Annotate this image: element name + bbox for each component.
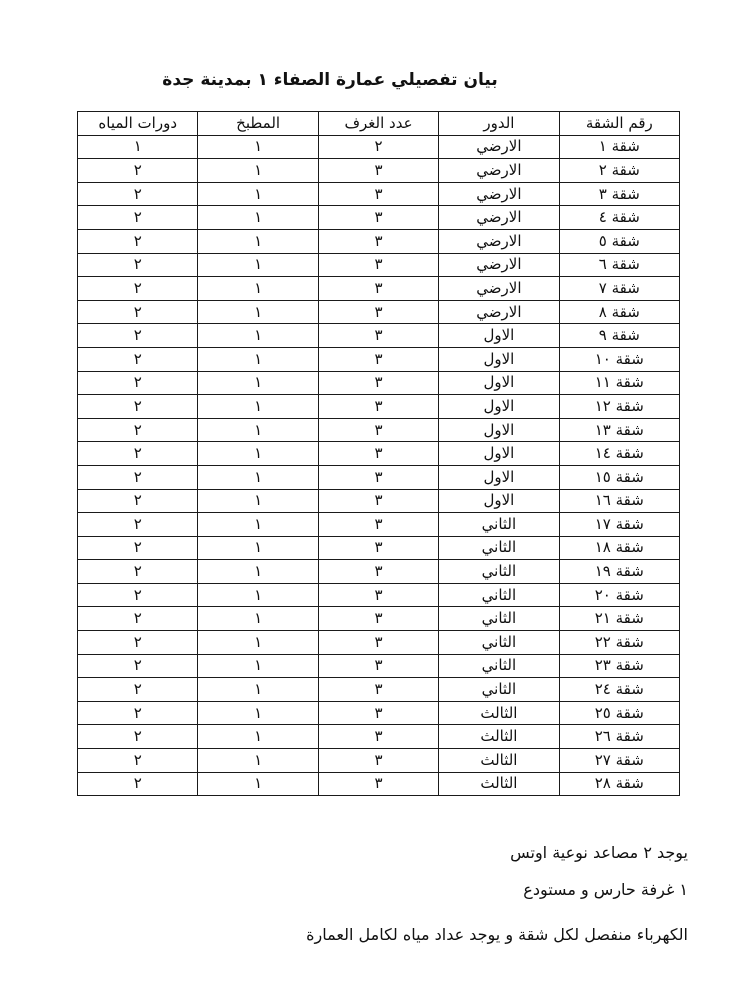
cell-apartment-number: شقة ٢٥: [559, 701, 679, 725]
cell-apartment-number: شقة ٢١: [559, 607, 679, 631]
table-row: [78, 442, 680, 466]
cell-kitchen: ١: [198, 135, 318, 159]
cell-apartment-number: شقة ٢٠: [559, 583, 679, 607]
table-row: [78, 253, 680, 277]
cell-kitchen: ١: [198, 442, 318, 466]
table-row: [78, 654, 680, 678]
cell-rooms-count: ٣: [318, 701, 438, 725]
table-row: [78, 772, 680, 796]
cell-kitchen: ١: [198, 749, 318, 773]
cell-bathrooms: ٢: [78, 749, 198, 773]
cell-kitchen: ١: [198, 560, 318, 584]
cell-rooms-count: ٣: [318, 442, 438, 466]
cell-floor: الثالث: [439, 749, 559, 773]
cell-floor: الثالث: [439, 725, 559, 749]
cell-bathrooms: ٢: [78, 536, 198, 560]
cell-bathrooms: ٢: [78, 583, 198, 607]
cell-bathrooms: ٢: [78, 347, 198, 371]
cell-bathrooms: ٢: [78, 182, 198, 206]
table-row: [78, 678, 680, 702]
cell-rooms-count: ٣: [318, 324, 438, 348]
table-row: [78, 465, 680, 489]
table-row: [78, 607, 680, 631]
cell-rooms-count: ٣: [318, 159, 438, 183]
cell-bathrooms: ٢: [78, 300, 198, 324]
cell-apartment-number: شقة ١٢: [559, 395, 679, 419]
cell-floor: الاول: [439, 347, 559, 371]
cell-rooms-count: ٣: [318, 418, 438, 442]
cell-rooms-count: ٣: [318, 347, 438, 371]
cell-kitchen: ١: [198, 277, 318, 301]
cell-floor: الثاني: [439, 631, 559, 655]
cell-kitchen: ١: [198, 347, 318, 371]
cell-kitchen: ١: [198, 513, 318, 537]
cell-rooms-count: ٣: [318, 395, 438, 419]
cell-bathrooms: ٢: [78, 465, 198, 489]
table-row: [78, 324, 680, 348]
table-row: [78, 229, 680, 253]
table-row: [78, 489, 680, 513]
table-row: [78, 300, 680, 324]
cell-rooms-count: ٣: [318, 654, 438, 678]
cell-kitchen: ١: [198, 725, 318, 749]
table-row: [78, 371, 680, 395]
cell-kitchen: ١: [198, 418, 318, 442]
cell-rooms-count: ٣: [318, 725, 438, 749]
cell-kitchen: ١: [198, 607, 318, 631]
cell-floor: الارضي: [439, 182, 559, 206]
cell-floor: الثاني: [439, 536, 559, 560]
cell-floor: الثالث: [439, 701, 559, 725]
cell-apartment-number: شقة ٤: [559, 206, 679, 230]
cell-kitchen: ١: [198, 300, 318, 324]
table-row: [78, 560, 680, 584]
cell-bathrooms: ٢: [78, 253, 198, 277]
cell-kitchen: ١: [198, 654, 318, 678]
cell-floor: الارضي: [439, 277, 559, 301]
cell-floor: الارضي: [439, 253, 559, 277]
cell-bathrooms: ٢: [78, 678, 198, 702]
cell-kitchen: ١: [198, 182, 318, 206]
header-rooms-count: عدد الغرف: [318, 112, 438, 136]
table-row: [78, 749, 680, 773]
cell-kitchen: ١: [198, 253, 318, 277]
table-row: [78, 513, 680, 537]
cell-kitchen: ١: [198, 206, 318, 230]
cell-bathrooms: ٢: [78, 277, 198, 301]
cell-floor: الثالث: [439, 772, 559, 796]
cell-apartment-number: شقة ٥: [559, 229, 679, 253]
cell-apartment-number: شقة ١٤: [559, 442, 679, 466]
cell-floor: الارضي: [439, 206, 559, 230]
cell-apartment-number: شقة ٢٣: [559, 654, 679, 678]
cell-apartment-number: شقة ٢٢: [559, 631, 679, 655]
cell-apartment-number: شقة ٢٨: [559, 772, 679, 796]
cell-bathrooms: ٢: [78, 395, 198, 419]
cell-kitchen: ١: [198, 678, 318, 702]
cell-rooms-count: ٣: [318, 371, 438, 395]
cell-floor: الاول: [439, 371, 559, 395]
cell-rooms-count: ٢: [318, 135, 438, 159]
cell-floor: الارضي: [439, 135, 559, 159]
cell-apartment-number: شقة ١٧: [559, 513, 679, 537]
cell-floor: الارضي: [439, 300, 559, 324]
cell-bathrooms: ٢: [78, 631, 198, 655]
table-row: [78, 701, 680, 725]
cell-apartment-number: شقة ٧: [559, 277, 679, 301]
cell-apartment-number: شقة ١٨: [559, 536, 679, 560]
cell-rooms-count: ٣: [318, 277, 438, 301]
note-utilities: الكهرباء منفصل لكل شقة و يوجد عداد مياه لكامل العمارة: [306, 925, 688, 944]
cell-apartment-number: شقة ٢٧: [559, 749, 679, 773]
cell-bathrooms: ٢: [78, 654, 198, 678]
table-row: [78, 182, 680, 206]
cell-bathrooms: ٢: [78, 560, 198, 584]
header-floor: الدور: [439, 112, 559, 136]
cell-bathrooms: ٢: [78, 206, 198, 230]
cell-kitchen: ١: [198, 772, 318, 796]
cell-bathrooms: ٢: [78, 442, 198, 466]
table-row: [78, 583, 680, 607]
note-guard-room: ١ غرفة حارس و مستودع: [523, 880, 688, 899]
cell-rooms-count: ٣: [318, 206, 438, 230]
cell-apartment-number: شقة ١٣: [559, 418, 679, 442]
cell-bathrooms: ٢: [78, 159, 198, 183]
cell-floor: الاول: [439, 395, 559, 419]
cell-floor: الثاني: [439, 607, 559, 631]
cell-apartment-number: شقة ٢٦: [559, 725, 679, 749]
cell-kitchen: ١: [198, 371, 318, 395]
cell-floor: الاول: [439, 418, 559, 442]
cell-kitchen: ١: [198, 159, 318, 183]
cell-apartment-number: شقة ١٠: [559, 347, 679, 371]
cell-kitchen: ١: [198, 395, 318, 419]
table-row: [78, 725, 680, 749]
cell-rooms-count: ٣: [318, 631, 438, 655]
cell-rooms-count: ٣: [318, 253, 438, 277]
table-row: [78, 206, 680, 230]
cell-rooms-count: ٣: [318, 772, 438, 796]
cell-floor: الثاني: [439, 560, 559, 584]
cell-bathrooms: ٢: [78, 324, 198, 348]
cell-rooms-count: ٣: [318, 465, 438, 489]
cell-floor: الارضي: [439, 159, 559, 183]
cell-bathrooms: ١: [78, 135, 198, 159]
cell-kitchen: ١: [198, 536, 318, 560]
cell-floor: الثاني: [439, 583, 559, 607]
cell-rooms-count: ٣: [318, 229, 438, 253]
table-row: [78, 159, 680, 183]
cell-floor: الاول: [439, 489, 559, 513]
cell-apartment-number: شقة ٦: [559, 253, 679, 277]
cell-floor: الثاني: [439, 678, 559, 702]
cell-apartment-number: شقة ١٦: [559, 489, 679, 513]
cell-kitchen: ١: [198, 324, 318, 348]
cell-apartment-number: شقة ١٥: [559, 465, 679, 489]
cell-apartment-number: شقة ١٩: [559, 560, 679, 584]
cell-bathrooms: ٢: [78, 772, 198, 796]
cell-kitchen: ١: [198, 229, 318, 253]
page-title: بيان تفصيلي عمارة الصفاء ١ بمدينة جدة: [162, 70, 498, 90]
header-apartment-number: رقم الشقة: [559, 112, 679, 136]
table-body: [78, 135, 680, 796]
cell-rooms-count: ٣: [318, 536, 438, 560]
cell-floor: الاول: [439, 442, 559, 466]
cell-kitchen: ١: [198, 465, 318, 489]
cell-apartment-number: شقة ١: [559, 135, 679, 159]
cell-rooms-count: ٣: [318, 300, 438, 324]
note-elevators: يوجد ٢ مصاعد نوعية اوتس: [510, 843, 688, 862]
cell-rooms-count: ٣: [318, 678, 438, 702]
cell-bathrooms: ٢: [78, 418, 198, 442]
cell-bathrooms: ٢: [78, 229, 198, 253]
cell-floor: الثاني: [439, 513, 559, 537]
cell-floor: الاول: [439, 324, 559, 348]
cell-rooms-count: ٣: [318, 182, 438, 206]
cell-floor: الاول: [439, 465, 559, 489]
cell-apartment-number: شقة ٢٤: [559, 678, 679, 702]
cell-rooms-count: ٣: [318, 583, 438, 607]
cell-kitchen: ١: [198, 583, 318, 607]
cell-kitchen: ١: [198, 701, 318, 725]
table-row: [78, 418, 680, 442]
apartments-table: [77, 111, 680, 796]
cell-apartment-number: شقة ٩: [559, 324, 679, 348]
cell-bathrooms: ٢: [78, 489, 198, 513]
cell-floor: الارضي: [439, 229, 559, 253]
cell-bathrooms: ٢: [78, 725, 198, 749]
cell-apartment-number: شقة ٢: [559, 159, 679, 183]
table-row: [78, 347, 680, 371]
cell-apartment-number: شقة ٣: [559, 182, 679, 206]
cell-apartment-number: شقة ١١: [559, 371, 679, 395]
cell-apartment-number: شقة ٨: [559, 300, 679, 324]
header-kitchen: المطبخ: [198, 112, 318, 136]
cell-bathrooms: ٢: [78, 513, 198, 537]
table-header-row: [78, 112, 680, 136]
table-row: [78, 135, 680, 159]
cell-rooms-count: ٣: [318, 489, 438, 513]
cell-bathrooms: ٢: [78, 607, 198, 631]
cell-kitchen: ١: [198, 489, 318, 513]
cell-bathrooms: ٢: [78, 371, 198, 395]
table-row: [78, 631, 680, 655]
cell-bathrooms: ٢: [78, 701, 198, 725]
cell-kitchen: ١: [198, 631, 318, 655]
table-row: [78, 395, 680, 419]
header-bathrooms: دورات المياه: [78, 112, 198, 136]
cell-rooms-count: ٣: [318, 607, 438, 631]
table-row: [78, 277, 680, 301]
cell-floor: الثاني: [439, 654, 559, 678]
table-row: [78, 536, 680, 560]
cell-rooms-count: ٣: [318, 749, 438, 773]
cell-rooms-count: ٣: [318, 560, 438, 584]
cell-rooms-count: ٣: [318, 513, 438, 537]
